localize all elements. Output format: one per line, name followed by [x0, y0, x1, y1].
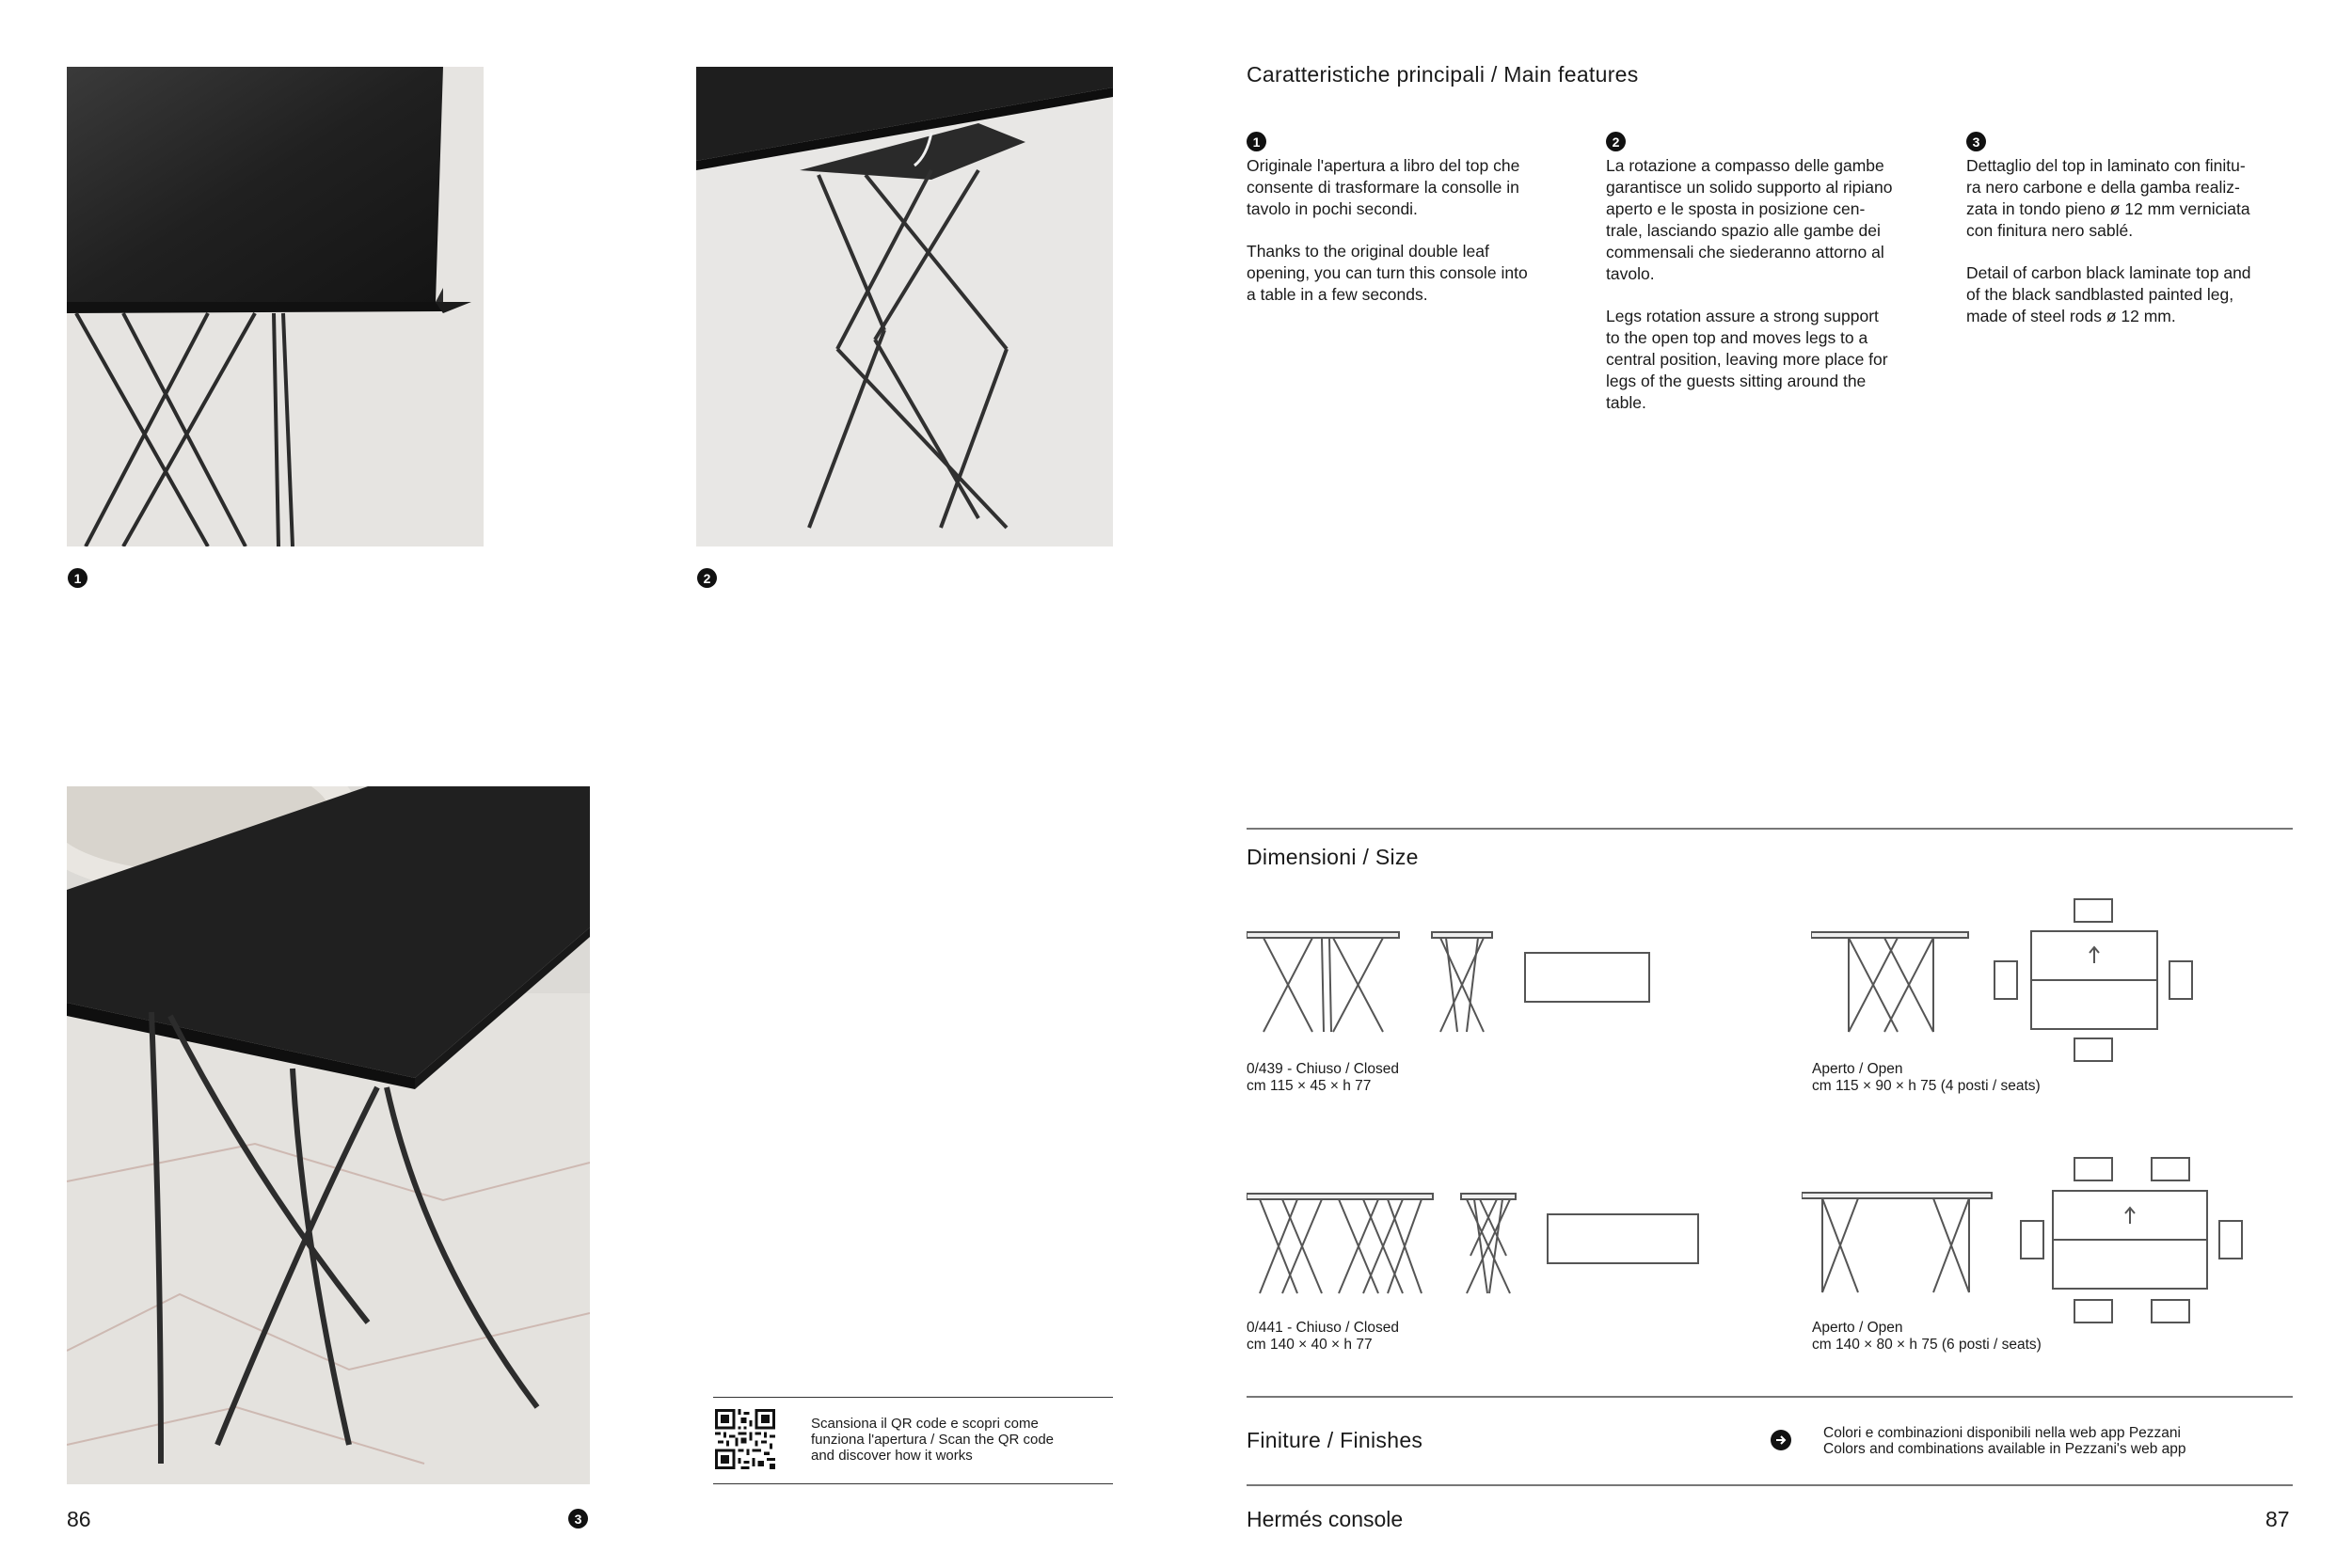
photo-1-top-detail — [67, 67, 484, 546]
caption-0441-closed: 0/441 - Chiuso / Closed cm 140 × 40 × h 77 — [1247, 1320, 1399, 1353]
dimensions-title: Dimensioni / Size — [1247, 845, 1419, 869]
qr-bottom-rule — [713, 1483, 1113, 1484]
photo-1-badge: 1 — [68, 568, 87, 588]
drawing-0441-open — [1802, 1152, 2300, 1326]
photo-3-image — [67, 786, 590, 1484]
photo-2-badge: 2 — [697, 568, 717, 588]
drawing-0439-closed — [1247, 927, 1661, 1035]
feature-2-english: Legs rotation assure a strong support to the open top and moves legs to a central position, leaving more place for legs of the guests sitting around the table. — [1606, 307, 1888, 412]
feature-3-badge: 3 — [1966, 132, 1986, 151]
drawing-0441-closed — [1247, 1190, 1717, 1298]
feature-3-english: Detail of carbon black laminate top and of the black sandblasted painted leg, made of steel rods ø 12 mm. — [1966, 263, 2251, 325]
feature-1-english: Thanks to the original double leaf opening, you can turn this console into a table in a few seconds. — [1247, 242, 1528, 304]
photo-3-leg-detail — [67, 786, 590, 1484]
feature-1-badge: 1 — [1247, 132, 1266, 151]
photo-3-badge: 3 — [568, 1509, 588, 1528]
page-number-left: 86 — [67, 1507, 91, 1531]
dimensions-top-rule — [1247, 828, 2293, 830]
finishes-note[interactable]: Colori e combinazioni disponibili nella web app Pezzani Colors and combinations available in Pezzani's web app — [1823, 1425, 2186, 1457]
feature-2-italian: La rotazione a compasso delle gambe garantisce un solido supporto al ripiano aperto e le sposta in posizione cen- trale, lasciando spazio alle gambe dei commensali che siederanno attorno al tavolo. — [1606, 156, 1893, 283]
photo-2-leg-rotation — [696, 67, 1113, 546]
main-features-title: Caratteristiche principali / Main features — [1247, 62, 1639, 87]
qr-description: Scansiona il QR code e scopri come funziona l'apertura / Scan the QR code and discover how it works — [811, 1416, 1055, 1464]
finishes-bottom-rule — [1247, 1484, 2293, 1486]
feature-3-italian: Dettaglio del top in laminato con finitu- ra nero carbone e della gamba realiz- zata in tondo pieno ø 12 mm verniciata con finitura nero sablé. — [1966, 156, 2250, 240]
page-number-right: 87 — [2265, 1507, 2290, 1531]
arrow-right-icon[interactable] — [1771, 1430, 1791, 1450]
qr-top-rule — [713, 1397, 1113, 1398]
caption-0441-open: Aperto / Open cm 140 × 80 × h 75 (6 posti / seats) — [1812, 1320, 2042, 1353]
qr-code-icon[interactable] — [715, 1409, 775, 1469]
caption-0439-open: Aperto / Open cm 115 × 90 × h 75 (4 posti / seats) — [1812, 1061, 2041, 1094]
feature-2-badge: 2 — [1606, 132, 1626, 151]
feature-column-3 — [1966, 132, 2305, 348]
product-name: Hermés console — [1247, 1507, 1404, 1531]
feature-1-italian: Originale l'apertura a libro del top che consente di trasformare la consolle in tavolo in pochi secondi. — [1247, 156, 1520, 218]
feature-column-2 — [1606, 132, 1945, 435]
finishes-top-rule — [1247, 1396, 2293, 1398]
photo-1-image — [67, 67, 484, 546]
drawing-0439-open — [1811, 892, 2300, 1066]
caption-0439-closed: 0/439 - Chiuso / Closed cm 115 × 45 × h 77 — [1247, 1061, 1399, 1094]
feature-column-1 — [1247, 132, 1585, 326]
finishes-title: Finiture / Finishes — [1247, 1428, 1423, 1452]
photo-2-image — [696, 67, 1113, 546]
